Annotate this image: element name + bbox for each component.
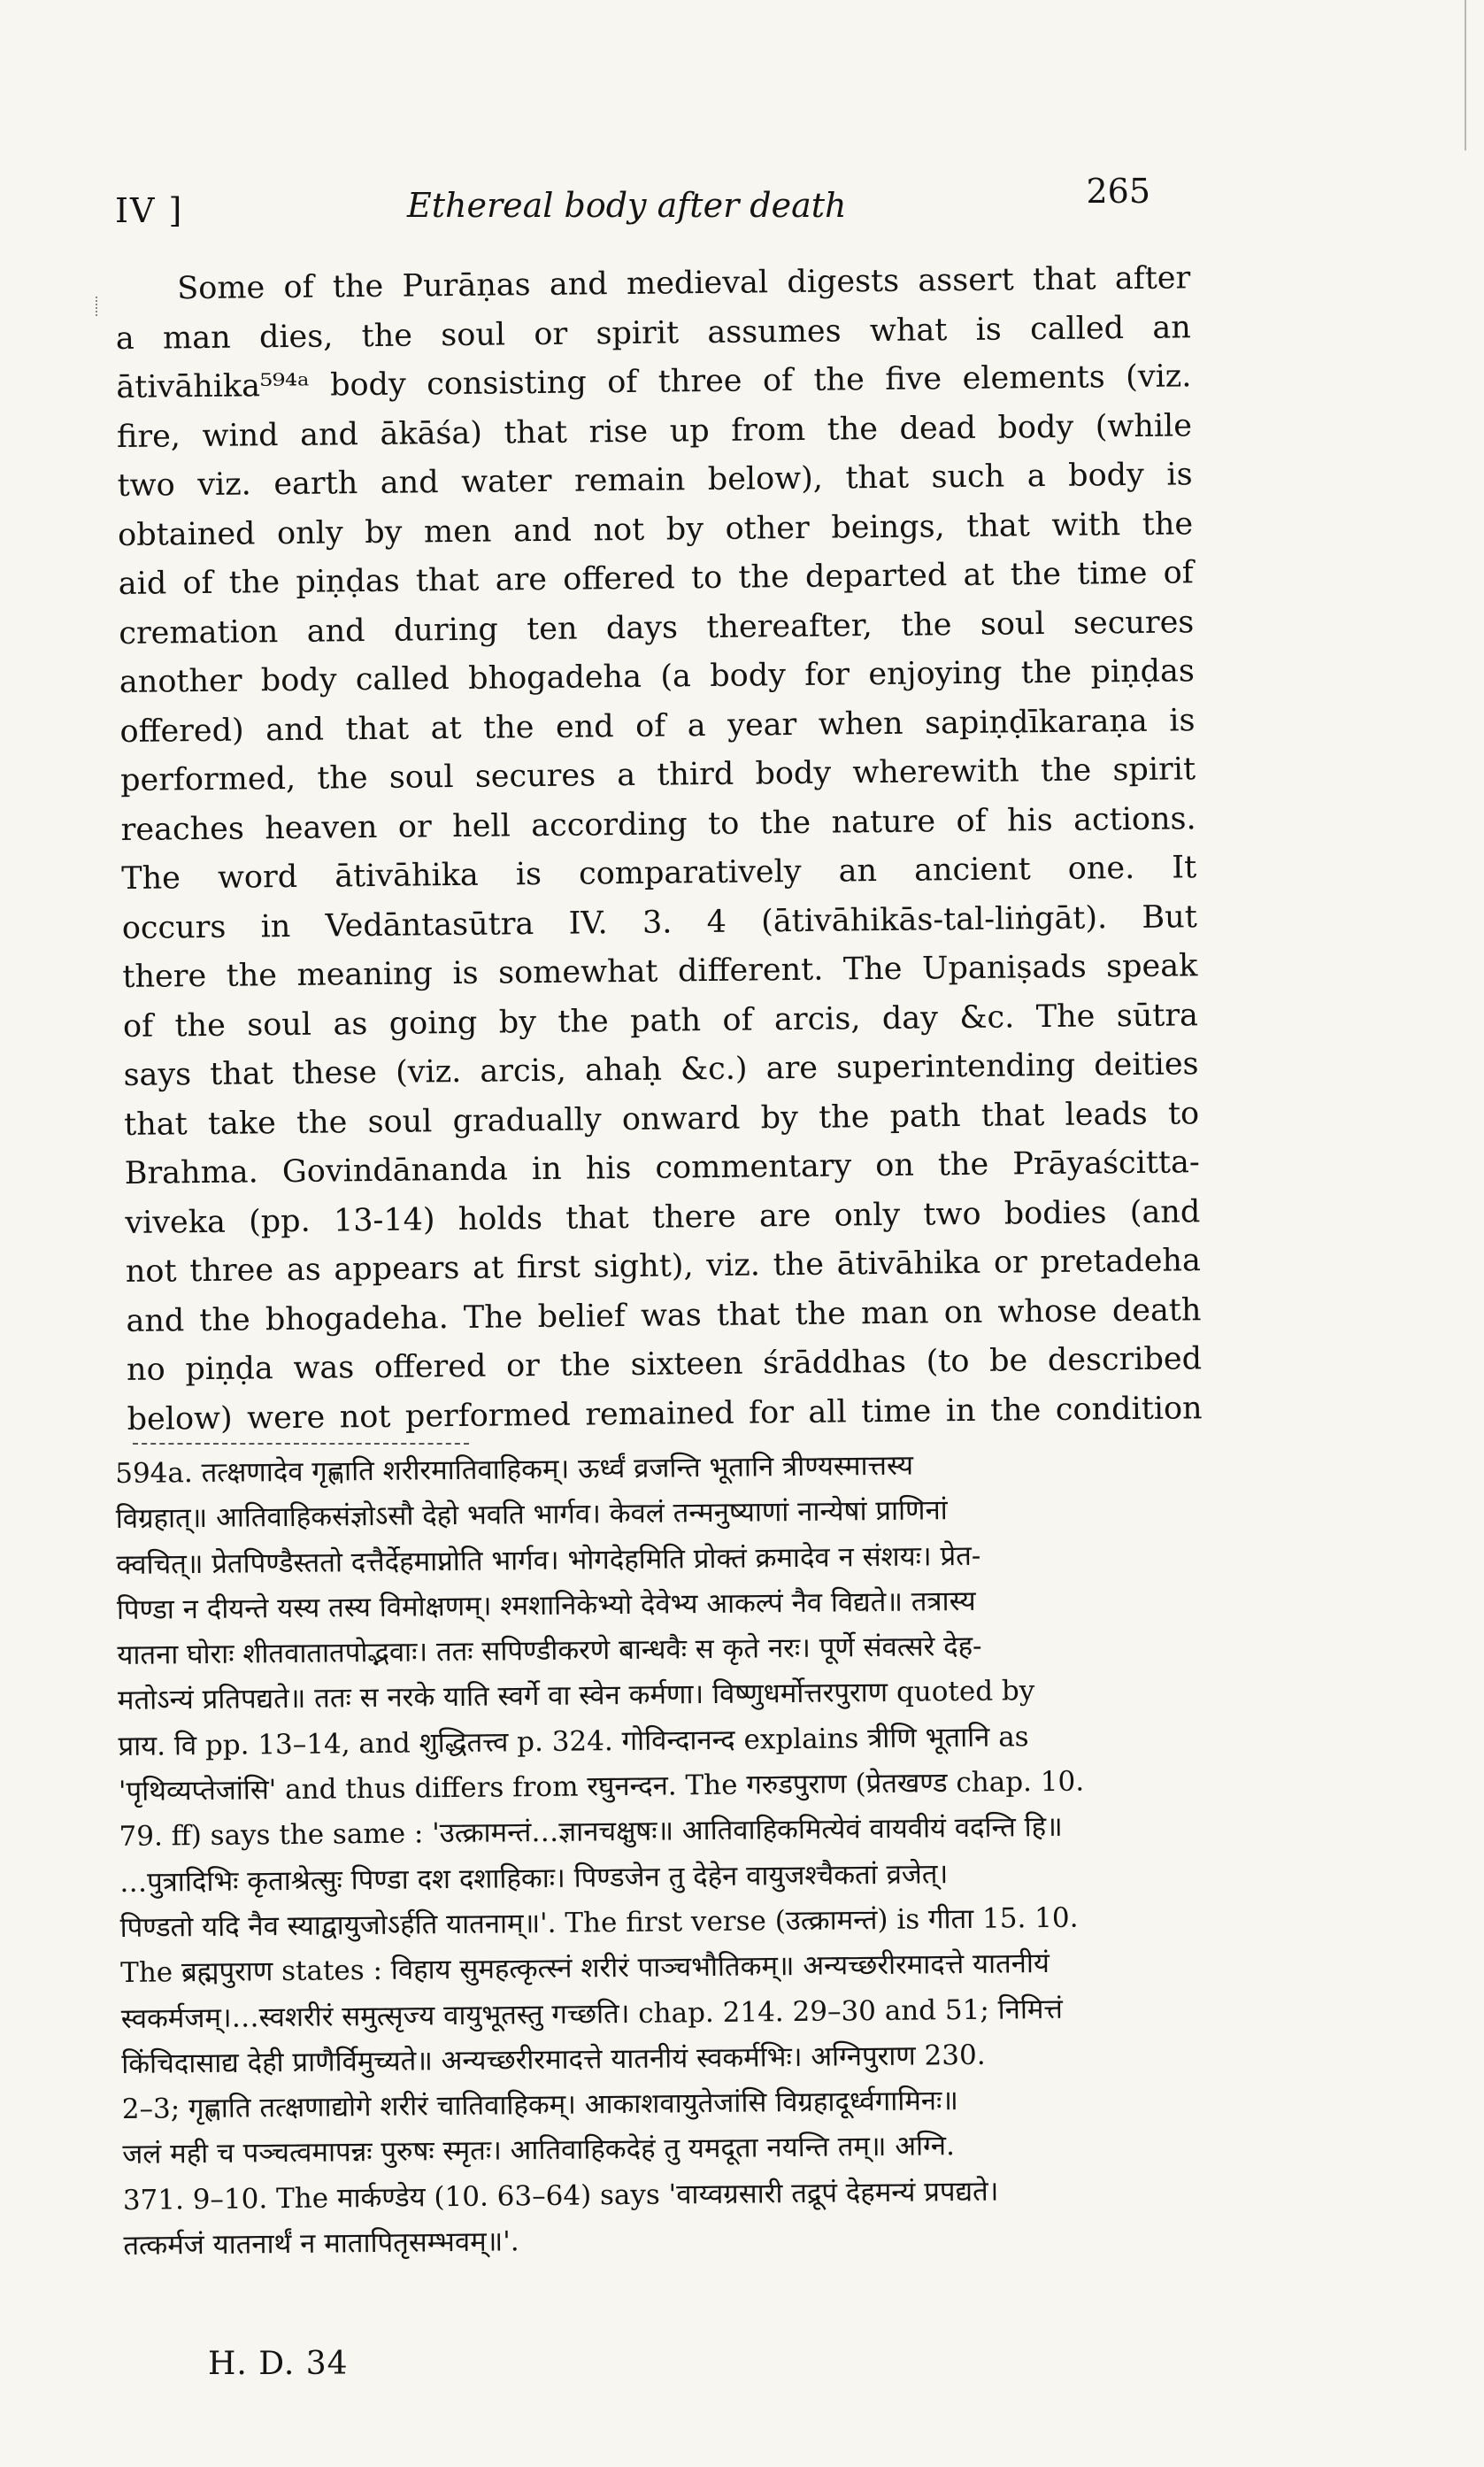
footnote-line: The ब्रह्मपुराण states : विहाय सुमहत्कृत्स्नं शरीरं पाञ्चभौतिकम्॥ अन्यच्छरीरमादत्ते यातनीयं (119, 1947, 1050, 1990)
text-line: there the meaning is somewhat different. The Upaniṣads speak (122, 948, 1198, 995)
footnote-line: यातना घोराः शीतवातातपोद्भवाः। ततः सपिण्डीकरणे बान्धवैः स कृते नरः। पूर्णे संवत्सरे देह- (117, 1630, 982, 1672)
footnote-line: 79. ff) says the same : 'उत्क्रामन्तं…ज्ञानचक्षुषः॥ आतिवाहिकमित्येवं वायवीयं वदन्ति हि॥ (119, 1811, 1063, 1854)
running-title: Ethereal body after death (407, 186, 847, 225)
text-line: occurs in Vedāntasūtra IV. 3. 4 (ātivāhikās-tal-liṅgāt). But (121, 898, 1197, 946)
footnote-line: मतोऽन्यं प्रतिपद्यते॥ ततः स नरके याति स्वर्गे वा स्वेन कर्मणा। विष्णुधर्मोत्तरपुराण quoted by (117, 1675, 1035, 1717)
footnote-rule (133, 1443, 469, 1445)
text-line: ātivāhika⁵⁹⁴ᵃ body consisting of three of the five elements (viz. (116, 358, 1192, 405)
text-line: cremation and during ten days thereafter, the soul secures (119, 604, 1195, 651)
footnote-line: विग्रहात्॥ आतिवाहिकसंज्ञोऽसौ देहो भवति भार्गव। केवलं तन्मनुष्याणां नान्येषां प्राणिनां (115, 1494, 948, 1536)
text-line: Brahma. Govindānanda in his commentary on the Prāyaścitta- (124, 1145, 1200, 1191)
footnote-line: किंचिदासाद्य देही प्राणैर्विमुच्यते॥ अन्यच्छरीरमादत्ते यातनीयं स्वकर्मभिः। अग्निपुराण 230. (121, 2039, 986, 2080)
text-line: of the soul as going by the path of arcis, day &c. The sūtra (122, 997, 1199, 1045)
page-header (115, 172, 1203, 230)
text-line: not three as appears at first sight), viz. the ātivāhika or pretadeha (125, 1243, 1202, 1290)
footnote-line: पिण्डा न दीयन्ते यस्य तस्य विमोक्षणम्। श्मशानिकेभ्यो देवेभ्य आकल्पं नैव विद्यते॥ तत्रास्य (116, 1584, 976, 1626)
text-line: that take the soul gradually onward by the path that leads to (123, 1095, 1200, 1143)
footnote-line: 2–3; गृह्णाति तत्क्षणाद्योगे शरीरं चातिवाहिकम्। आकाशवायुतेजांसि विग्रहादूर्ध्वगामिनः॥ (121, 2085, 959, 2126)
footnote-line: …पुत्रादिभिः कृताश्रेत्सुः पिण्डा दश दशाहिकाः। पिण्डजेन तु देहेन वायुजश्चैकतां व्रजेत्। (119, 1857, 949, 1899)
text-line: and the bhogadeha. The belief was that the man on whose death (126, 1291, 1202, 1339)
text-line: two viz. earth and water remain below), that such a body is (117, 457, 1193, 504)
main-text (115, 254, 1203, 1445)
text-line: Some of the Purāṇas and medieval digests assert that after (177, 260, 1191, 307)
page-number: 265 (1086, 172, 1150, 211)
footnote-line: प्राय. वि pp. 13–14, and शुद्धितत्त्व p. 324. गोविन्दानन्द explains त्रीणि भूतानि as (118, 1720, 1029, 1762)
chapter-number: IV ] (115, 191, 184, 230)
text-line: viveka (pp. 13-14) holds that there are only two bodies (and (125, 1193, 1201, 1241)
text-line: aid of the piṇḍas that are offered to the departed at the time of (118, 555, 1194, 602)
footnote-line: तत्कर्मजं यातनार्थं न मातापितृसम्भवम्॥'. (123, 2225, 519, 2262)
text-line: fire, wind and ākāśa) that rise up from the dead body (while (116, 407, 1193, 455)
text-line: performed, the soul secures a third body wherewith the spirit (119, 752, 1196, 798)
footnote-line: 'पृथिव्यप्तेजांसि' and thus differs from रघुनन्दन. The गरुडपुराण (प्रेतखण्ड chap. 10. (118, 1765, 1085, 1808)
margin-mark (96, 297, 103, 316)
text-line: says that these (viz. arcis, ahaḥ &c.) are superintending deities (123, 1046, 1199, 1093)
footnote-line: 594a. तत्क्षणादेव गृह्णाति शरीरमातिवाहिकम्। ऊर्ध्वं व्रजन्ति भूतानि त्रीण्यस्मात्तस्य (115, 1449, 914, 1490)
text-line: a man dies, the soul or spirit assumes what is called an (115, 309, 1192, 357)
text-line: reaches heaven or hell according to the nature of his actions. (120, 800, 1196, 848)
text-line: The word ātivāhika is comparatively an ancient one. It (121, 850, 1197, 897)
footnote-line: जलं मही च पञ्चत्वमापन्नः पुरुषः स्मृतः। आतिवाहिकदेहं तु यमदूता नयन्ति तम्॥ अग्नि. (122, 2130, 956, 2171)
footnote-line: क्वचित्॥ प्रेतपिण्डैस्ततो दत्तैर्देहमाप्नोति भार्गव। भोगदेहमिति प्रोक्तं क्रमादेव न संशयः। प्रेत- (116, 1539, 981, 1581)
text-line: offered) and that at the end of a year when sapiṇḍīkaraṇa is (119, 702, 1196, 750)
text-line: obtained only by men and not by other beings, that with the (117, 505, 1194, 553)
footnote-line: 371. 9–10. The मार्कण्डेय (10. 63–64) says 'वाय्वग्रसारी तद्रूपं देहमन्यं प्रपद्यते। (122, 2175, 999, 2216)
scan-edge-line (1465, 0, 1466, 150)
footnote-block (115, 1440, 1212, 2269)
footnote-line: स्वकर्मजम्।…स्वशरीरं समुत्सृज्य वायुभूतस्तु गच्छति। chap. 214. 29–30 and 51; निमित्तं (120, 1993, 1064, 2035)
text-line: below) were not performed remained for all time in the condition (127, 1390, 1203, 1438)
printer-signature: H. D. 34 (208, 2346, 349, 2382)
text-line: no piṇḍa was offered or the sixteen śrāddhas (to be described (126, 1341, 1203, 1388)
footnote-line: पिण्डतो यदि नैव स्याद्वायुजोऽर्हति यातनाम्॥'. The first verse (उत्क्रामन्तं) is गीता 15. 10. (119, 1901, 1079, 1944)
text-line: another body called bhogadeha (a body for enjoying the piṇḍas (119, 653, 1196, 700)
